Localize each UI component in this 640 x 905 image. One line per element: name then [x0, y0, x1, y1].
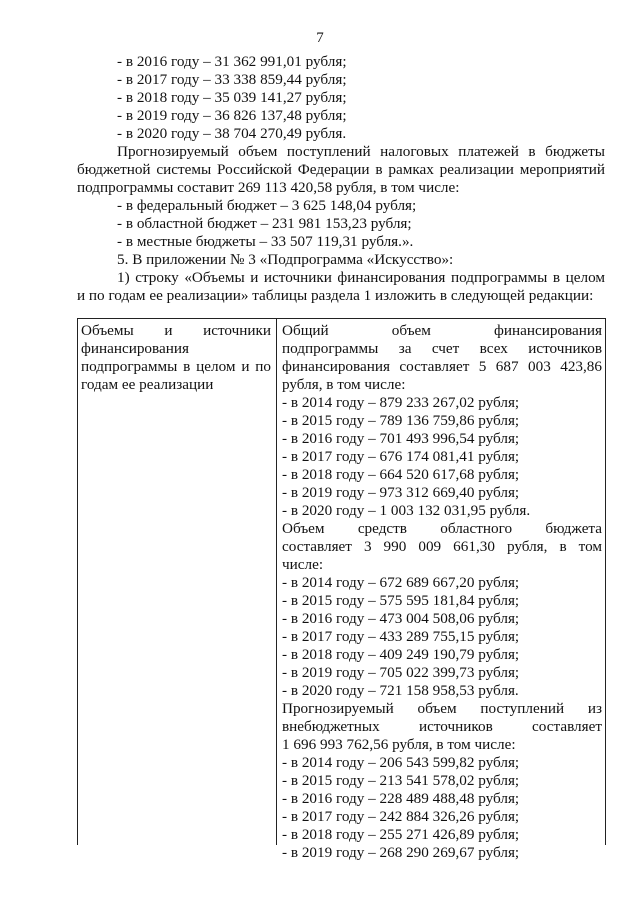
table-year-row: - в 2015 году – 575 595 181,84 рубля;: [282, 592, 520, 609]
table-year-row: - в 2017 году – 676 174 081,41 рубля;: [282, 448, 520, 465]
table-left-line: подпрограммы в целом и по: [81, 358, 271, 375]
list-item: - в федеральный бюджет – 3 625 148,04 рубля;: [117, 197, 417, 214]
table-right-line: 1 696 993 762,56 рубля, в том числе:: [282, 736, 516, 753]
table-year-row: - в 2020 году – 1 003 132 031,95 рубля.: [282, 502, 531, 519]
list-item: - в местные бюджеты – 33 507 119,31 рубля.».: [117, 233, 414, 250]
list-item: - в 2017 году – 33 338 859,44 рубля;: [117, 71, 347, 88]
table-year-row: - в 2018 году – 664 520 617,68 рубля;: [282, 466, 520, 483]
paragraph-line: 1) строку «Объемы и источники финансирования подпрограммы в целом: [117, 269, 605, 286]
table-left-line: годам ее реализации: [81, 376, 214, 393]
table-year-row: - в 2016 году – 228 489 488,48 рубля;: [282, 790, 520, 807]
list-item: - в 2016 году – 31 362 991,01 рубля;: [117, 53, 347, 70]
table-year-row: - в 2015 году – 213 541 578,02 рубля;: [282, 772, 520, 789]
table-year-row: - в 2014 году – 672 689 667,20 рубля;: [282, 574, 520, 591]
table-year-row: - в 2018 году – 255 271 426,89 рубля;: [282, 826, 520, 843]
page-number: 7: [316, 30, 324, 46]
table-right-line: Общий объем финансирования: [282, 322, 602, 339]
table-right-line: числе:: [282, 556, 324, 573]
table-right-line: рубля, в том числе:: [282, 376, 406, 393]
table-divider: [276, 318, 277, 845]
table-right-line: подпрограммы за счет всех источников: [282, 340, 602, 357]
table-right-line: Объем средств областного бюджета: [282, 520, 602, 537]
item-5: 5. В приложении № 3 «Подпрограмма «Искусство»:: [117, 251, 454, 268]
table-year-row: - в 2019 году – 268 290 269,67 рубля;: [282, 844, 520, 861]
table-year-row: - в 2015 году – 789 136 759,86 рубля;: [282, 412, 520, 429]
table-left-line: Объемы и источники: [81, 322, 271, 339]
table-year-row: - в 2019 году – 973 312 669,40 рубля;: [282, 484, 520, 501]
paragraph-line: и по годам ее реализации» таблицы раздела 1 изложить в следующей редакции:: [77, 287, 594, 304]
table-year-row: - в 2017 году – 242 884 326,26 рубля;: [282, 808, 520, 825]
list-item: - в 2019 году – 36 826 137,48 рубля;: [117, 107, 347, 124]
table-year-row: - в 2018 году – 409 249 190,79 рубля;: [282, 646, 520, 663]
paragraph-line: Прогнозируемый объем поступлений налоговых платежей в бюджеты: [117, 143, 605, 160]
table-right-line: финансирования составляет 5 687 003 423,86: [282, 358, 602, 375]
table-right-line: Прогнозируемый объем поступлений из: [282, 700, 602, 717]
table-right-line: внебюджетных источников составляет: [282, 718, 602, 735]
paragraph-line: бюджетной системы Российской Федерации в рамках реализации мероприятий: [77, 161, 605, 178]
table-year-row: - в 2020 году – 721 158 958,53 рубля.: [282, 682, 519, 699]
table-year-row: - в 2019 году – 705 022 399,73 рубля;: [282, 664, 520, 681]
list-item: - в 2018 году – 35 039 141,27 рубля;: [117, 89, 347, 106]
table-year-row: - в 2014 году – 206 543 599,82 рубля;: [282, 754, 520, 771]
table-left-line: финансирования: [81, 340, 189, 357]
table-right-line: составляет 3 990 009 661,30 рубля, в том: [282, 538, 602, 555]
table-year-row: - в 2016 году – 701 493 996,54 рубля;: [282, 430, 520, 447]
table-year-row: - в 2017 году – 433 289 755,15 рубля;: [282, 628, 520, 645]
table-year-row: - в 2016 году – 473 004 508,06 рубля;: [282, 610, 520, 627]
list-item: - в областной бюджет – 231 981 153,23 рубля;: [117, 215, 412, 232]
table-year-row: - в 2014 году – 879 233 267,02 рубля;: [282, 394, 520, 411]
list-item: - в 2020 году – 38 704 270,49 рубля.: [117, 125, 347, 142]
paragraph-line: подпрограммы составит 269 113 420,58 рубля, в том числе:: [77, 179, 460, 196]
